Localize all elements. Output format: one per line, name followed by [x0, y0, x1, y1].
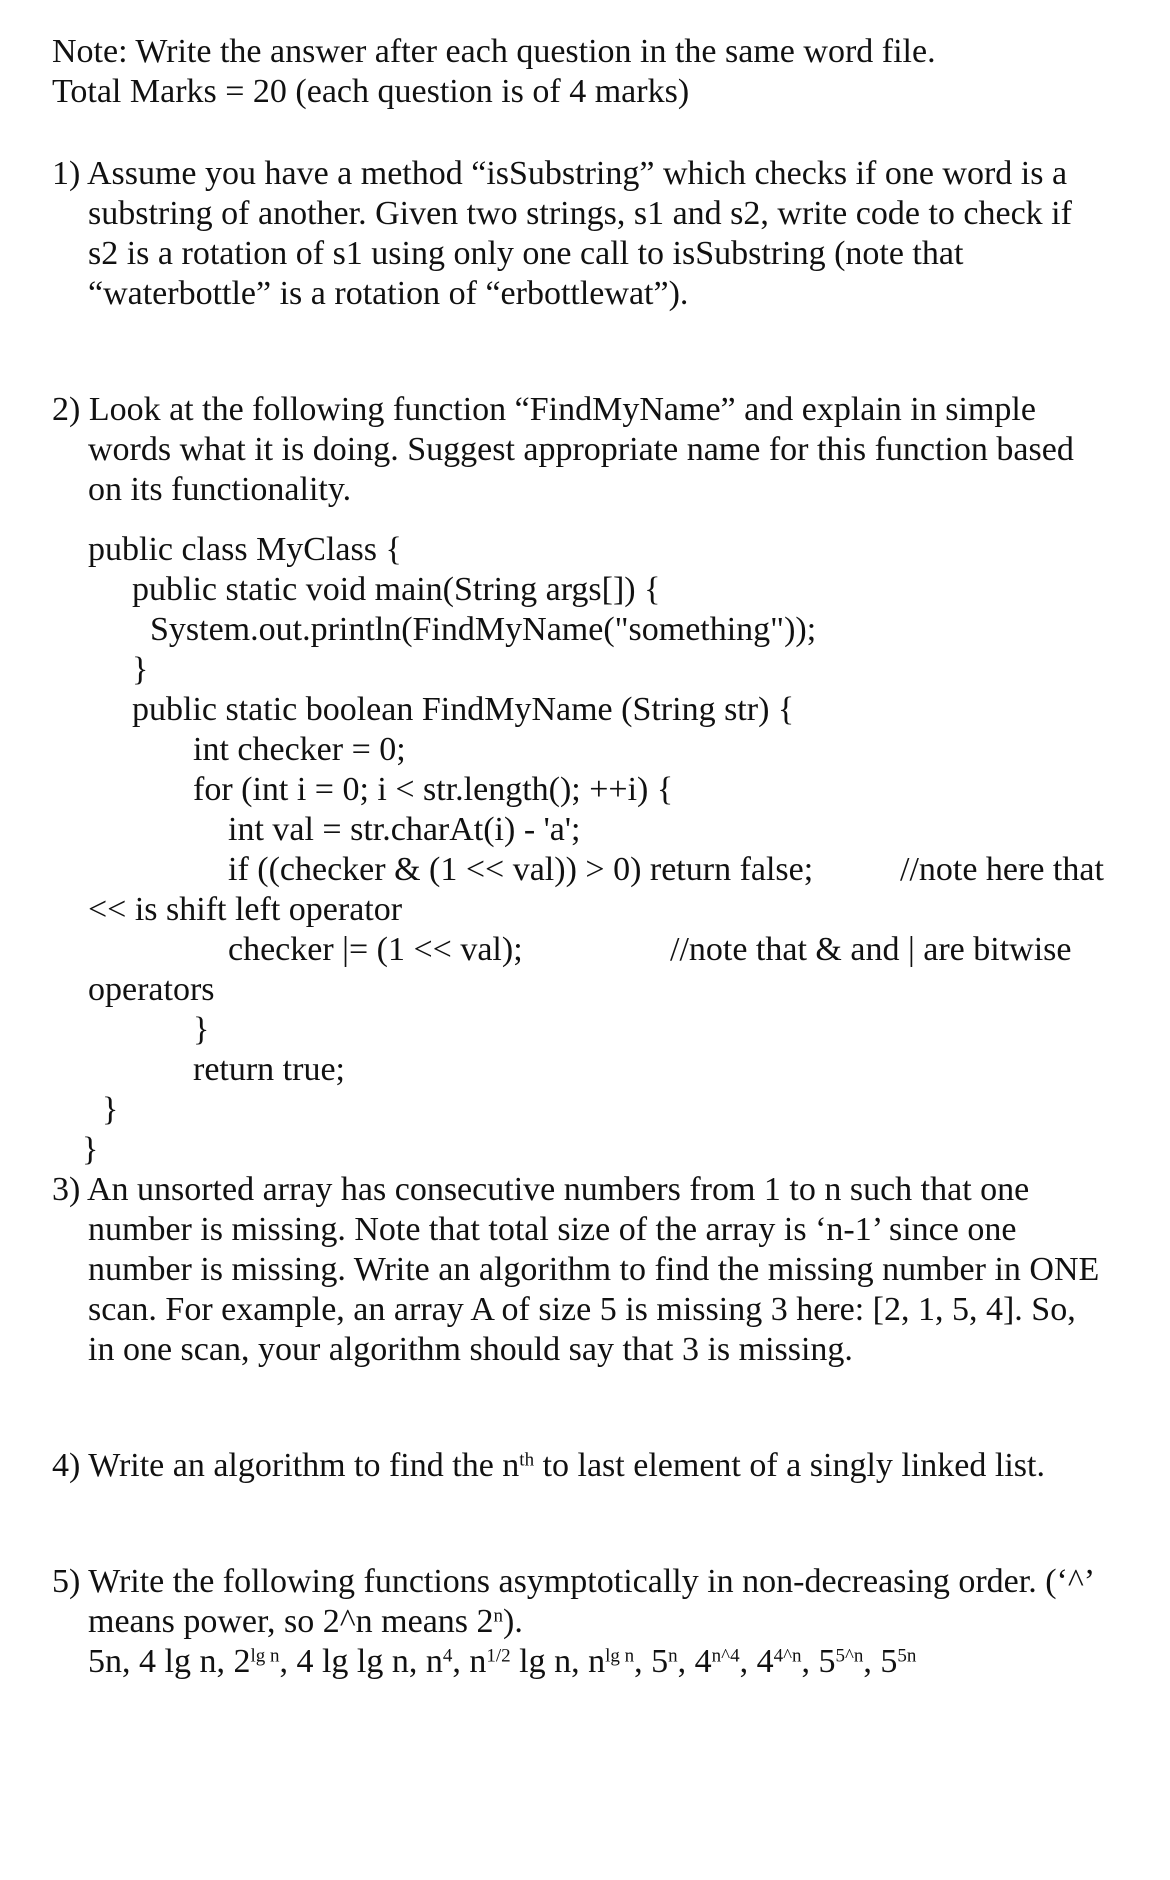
function-exponent: lg n: [605, 1645, 635, 1667]
function-item: [757, 1643, 802, 1680]
code-line: public static void main(String args[]) {: [132, 571, 661, 608]
function-exponent: 5n: [897, 1645, 917, 1667]
function-base: 5: [818, 1643, 836, 1680]
q1-line: 1) Assume you have a method “isSubstring” which checks if one word is a: [52, 155, 1068, 192]
function-exponent: lg n: [250, 1645, 280, 1667]
function-base: 4 lg n: [139, 1643, 217, 1680]
code-line: }: [193, 1011, 210, 1048]
function-item: [588, 1643, 634, 1680]
q2-line: words what it is doing. Suggest appropriate name for this function based: [88, 431, 1074, 468]
function-exponent: 4^n: [773, 1645, 802, 1667]
q1-line: “waterbottle” is a rotation of “erbottlewat”).: [88, 275, 689, 312]
function-item: [880, 1643, 916, 1680]
q4-line: [52, 1446, 1045, 1486]
code-line: System.out.println(FindMyName("something"));: [150, 611, 817, 648]
q5-superscript: n: [493, 1605, 504, 1627]
function-base: 4: [694, 1643, 712, 1680]
q2-line: 2) Look at the following function “FindMyName” and explain in simple: [52, 391, 1036, 428]
code-line: }: [132, 651, 149, 688]
code-line: int checker = 0;: [193, 731, 406, 768]
q4-text: 4) Write an algorithm to find the n: [52, 1447, 520, 1484]
function-item: [651, 1643, 678, 1680]
function-base: n: [588, 1643, 606, 1680]
q3-line: 3) An unsorted array has consecutive numbers from 1 to n such that one: [52, 1171, 1030, 1208]
note-line: Note: Write the answer after each question in the same word file.: [52, 33, 936, 70]
q3-line: scan. For example, an array A of size 5 is missing 3 here: [2, 1, 5, 4]. So,: [88, 1291, 1076, 1328]
function-exponent: 5^n: [835, 1645, 864, 1667]
total-marks-line: Total Marks = 20 (each question is of 4 marks): [52, 73, 690, 110]
q5-line: 5) Write the following functions asymptotically in non-decreasing order. (‘^’: [52, 1563, 1096, 1600]
q1-line: s2 is a rotation of s1 using only one call to isSubstring (note that: [88, 235, 964, 272]
function-base: 2: [233, 1643, 251, 1680]
function-exponent: 1/2: [486, 1645, 511, 1667]
code-comment: //note here that: [900, 851, 1104, 888]
function-item: [695, 1643, 740, 1680]
q3-line: number is missing. Write an algorithm to find the missing number in ONE: [88, 1251, 1100, 1288]
code-line: public static boolean FindMyName (String str) {: [132, 691, 795, 728]
function-base: n: [469, 1643, 487, 1680]
function-base: 5: [880, 1643, 898, 1680]
code-line: for (int i = 0; i < str.length(); ++i) {: [193, 771, 674, 808]
code-line: operators: [88, 971, 215, 1008]
q5-text: ).: [503, 1603, 523, 1640]
function-list: 5n, 4 lg n, $2^{lg n}$, 4 lg lg n, $n^4$, $n^{1/2}$ lg n, $n^{lg n}$, 5$^n$, $4^{n\^{}4}$, $4^{4\^{}n}$, $5^{5\^{}n}$, $5^{5n}$: [88, 1643, 917, 1680]
function-item: [296, 1643, 408, 1680]
function-base: 5: [651, 1643, 669, 1680]
function-base: 4 lg lg n: [296, 1643, 409, 1680]
code-line: checker |= (1 << val);: [228, 931, 523, 968]
function-item: [469, 1643, 571, 1680]
q3-line: number is missing. Note that total size of the array is ‘n-1’ since one: [88, 1211, 1017, 1248]
function-item: [819, 1643, 864, 1680]
q1-line: substring of another. Given two strings, s1 and s2, write code to check if: [88, 195, 1072, 232]
code-line: int val = str.charAt(i) - 'a';: [228, 811, 581, 848]
function-base: 4: [756, 1643, 774, 1680]
function-exponent: n^4: [711, 1645, 740, 1667]
function-item: [233, 1643, 279, 1680]
function-item: [426, 1643, 453, 1680]
code-line: }: [102, 1091, 119, 1128]
q4-text: to last element of a singly linked list.: [534, 1447, 1045, 1484]
function-base: n: [425, 1643, 443, 1680]
function-item: [88, 1643, 122, 1680]
q5-line: [88, 1602, 523, 1642]
code-comment: //note that & and | are bitwise: [670, 931, 1072, 968]
function-rest: lg n: [510, 1643, 572, 1680]
function-exponent: n: [668, 1645, 678, 1667]
q3-line: in one scan, your algorithm should say that 3 is missing.: [88, 1331, 853, 1368]
code-line: if ((checker & (1 << val)) > 0) return false;: [228, 851, 814, 888]
function-item: [139, 1643, 216, 1680]
q5-text: means power, so 2^n means 2: [88, 1603, 494, 1640]
code-line: public class MyClass {: [88, 531, 402, 568]
function-base: 5n: [88, 1643, 122, 1680]
function-exponent: 4: [442, 1645, 453, 1667]
q2-line: on its functionality.: [88, 471, 352, 508]
code-line: << is shift left operator: [88, 891, 403, 928]
code-line: }: [82, 1131, 99, 1168]
code-line: return true;: [193, 1051, 345, 1088]
q4-superscript: th: [519, 1449, 535, 1471]
